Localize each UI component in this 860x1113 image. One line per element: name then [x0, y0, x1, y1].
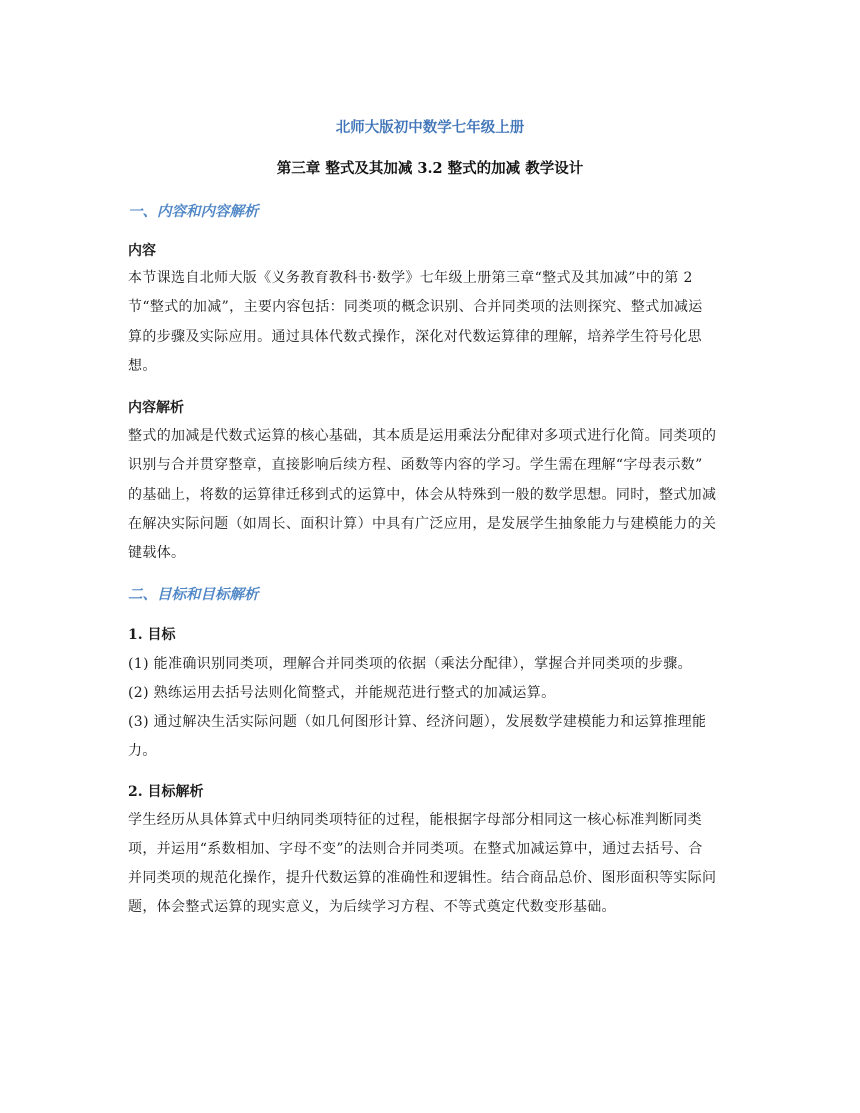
content-analysis-line: 识别与合并贯穿整章，直接影响后续方程、函数等内容的学习。学生需在理解“字母表示数”	[128, 457, 703, 473]
content-line: 想。	[128, 358, 157, 374]
content-line: 算的步骤及实际应用。通过具体代数式操作，深化对代数运算律的理解，培养学生符号化思	[128, 329, 702, 345]
goal-item: (3) 通过解决生活实际问题（如几何图形计算、经济问题），发展数学建模能力和运算推理能	[128, 714, 707, 730]
content-title: 内容	[128, 243, 156, 259]
goals-title: 1. 目标	[128, 627, 176, 643]
goal-analysis-line: 学生经历从具体算式中归纳同类项特征的过程，能根据字母部分相同这一核心标准判断同类	[128, 812, 702, 828]
goal-analysis-line: 题，体会整式运算的现实意义，为后续学习方程、不等式奠定代数变形基础。	[128, 899, 616, 915]
section2-heading: 二、目标和目标解析	[128, 586, 259, 603]
content-analysis-line: 在解决实际问题（如周长、面积计算）中具有广泛应用，是发展学生抽象能力与建模能力的关	[128, 516, 717, 532]
goal-item: (1) 能准确识别同类项，理解合并同类项的依据（乘法分配律），掌握合并同类项的步骤。	[128, 656, 692, 672]
goal-item: 力。	[128, 743, 157, 759]
content-line: 本节课选自北师大版《义务教育教科书·数学》七年级上册第三章“整式及其加减”中的第 2	[128, 270, 693, 286]
content-analysis-line: 整式的加减是代数式运算的核心基础，其本质是运用乘法分配律对多项式进行化简。同类项的	[128, 428, 717, 444]
series-title: 北师大版初中数学七年级上册	[335, 119, 525, 136]
content-line: 节“整式的加减”，主要内容包括：同类项的概念识别、合并同类项的法则探究、整式加减运	[128, 299, 703, 315]
goal-analysis-line: 项，并运用“系数相加、字母不变”的法则合并同类项。在整式加减运算中，通过去括号、合	[128, 841, 703, 857]
goal-item: (2) 熟练运用去括号法则化简整式，并能规范进行整式的加减运算。	[128, 685, 556, 701]
section1-heading: 一、内容和内容解析	[128, 203, 259, 220]
content-analysis-line: 键载体。	[128, 545, 186, 561]
goal-analysis-title: 2. 目标解析	[128, 784, 204, 800]
goal-analysis-line: 并同类项的规范化操作，提升代数运算的准确性和逻辑性。结合商品总价、图形面积等实际问	[128, 870, 717, 886]
content-analysis-line: 的基础上，将数的运算律迁移到式的运算中，体会从特殊到一般的数学思想。同时，整式加减	[128, 487, 717, 503]
content-analysis-title: 内容解析	[128, 400, 184, 416]
lesson-title: 第三章 整式及其加减 3.2 整式的加减 教学设计	[276, 160, 584, 177]
